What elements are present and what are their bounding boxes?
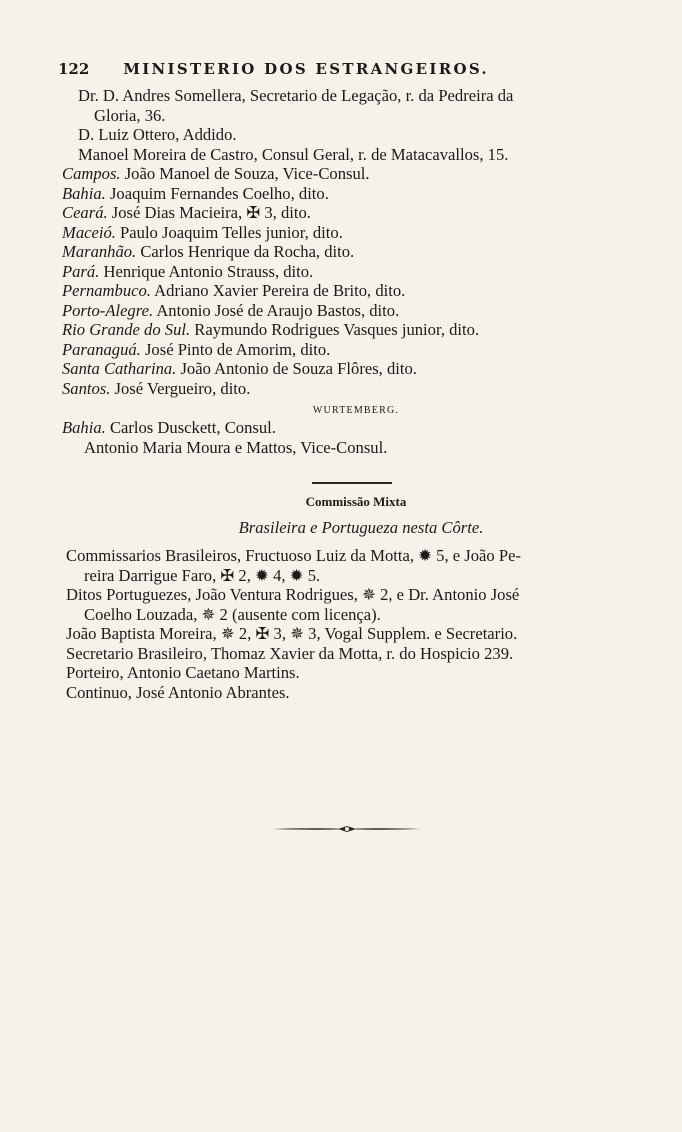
list-item: Maceió. Paulo Joaquim Telles junior, dito.: [62, 222, 343, 242]
list-item: Pernambuco. Adriano Xavier Pereira de Brito, dito.: [62, 281, 406, 300]
list-item: Continuo, José Antonio Abrantes.: [66, 682, 290, 702]
section-divider: [312, 482, 392, 484]
list-item: Campos. João Manoel de Souza, Vice-Consul.: [62, 164, 370, 183]
list-item: reira Darrigue Faro, ✠ 2, ✹ 4, ✹ 5.: [84, 565, 321, 585]
section-heading-commissao: Commissão Mixta: [305, 494, 407, 509]
list-item: Santa Catharina. João Antonio de Souza Flôres, dito.: [62, 359, 417, 378]
list-item: Ceará. José Dias Macieira, ✠ 3, dito.: [62, 203, 311, 222]
running-head: [58, 60, 618, 78]
list-item: Maranhão. Carlos Henrique da Rocha, dito.: [62, 242, 355, 261]
list-item: Commissarios Brasileiros, Fructuoso Luiz da Motta, ✹ 5, e João Pe-: [66, 546, 521, 565]
list-item: Dr. D. Andres Somellera, Secretario de Legação, r. da Pedreira da: [78, 86, 514, 105]
section-subheading: Brasileira e Portugueza nesta Côrte.: [238, 518, 484, 537]
list-item: Ditos Portuguezes, João Ventura Rodrigues, ✵ 2, e Dr. Antonio José: [66, 585, 520, 604]
list-item: Bahia. Joaquim Fernandes Coelho, dito.: [62, 183, 329, 203]
end-ornament: [273, 824, 421, 834]
list-item: Porto-Alegre. Antonio José de Araujo Bastos, dito.: [62, 300, 400, 320]
list-item: Antonio Maria Moura e Mattos, Vice-Consul.: [84, 437, 388, 457]
commissao-list: [0, 546, 682, 702]
list-item: Porteiro, Antonio Caetano Martins.: [66, 663, 300, 682]
list-item: Pará. Henrique Antonio Strauss, dito.: [62, 261, 314, 281]
page-header-title: MINISTERIO DOS ESTRANGEIROS.: [123, 60, 489, 78]
page-number: 122: [58, 60, 90, 78]
list-item: João Baptista Moreira, ✵ 2, ✠ 3, ✵ 3, Vogal Supplem. e Secretario.: [66, 624, 518, 643]
list-item: Coelho Louzada, ✵ 2 (ausente com licença).: [84, 604, 381, 624]
list-item: Rio Grande do Sul. Raymundo Rodrigues Vasques junior, dito.: [62, 320, 480, 339]
section-heading-wurtemberg: WURTEMBERG.: [312, 405, 400, 416]
wurtemberg-section: [0, 404, 682, 457]
consulate-list: [0, 86, 682, 398]
list-item: Manoel Moreira de Castro, Consul Geral, r. de Matacavallos, 15.: [78, 144, 509, 164]
list-item: Gloria, 36.: [94, 105, 166, 125]
list-item: Bahia. Carlos Dusckett, Consul.: [62, 418, 276, 437]
list-item: Secretario Brasileiro, Thomaz Xavier da Motta, r. do Hospicio 239.: [66, 643, 514, 663]
list-item: Santos. José Vergueiro, dito.: [62, 378, 251, 398]
list-item: Paranaguá. José Pinto de Amorim, dito.: [62, 339, 331, 359]
list-item: D. Luiz Ottero, Addido.: [78, 125, 237, 144]
